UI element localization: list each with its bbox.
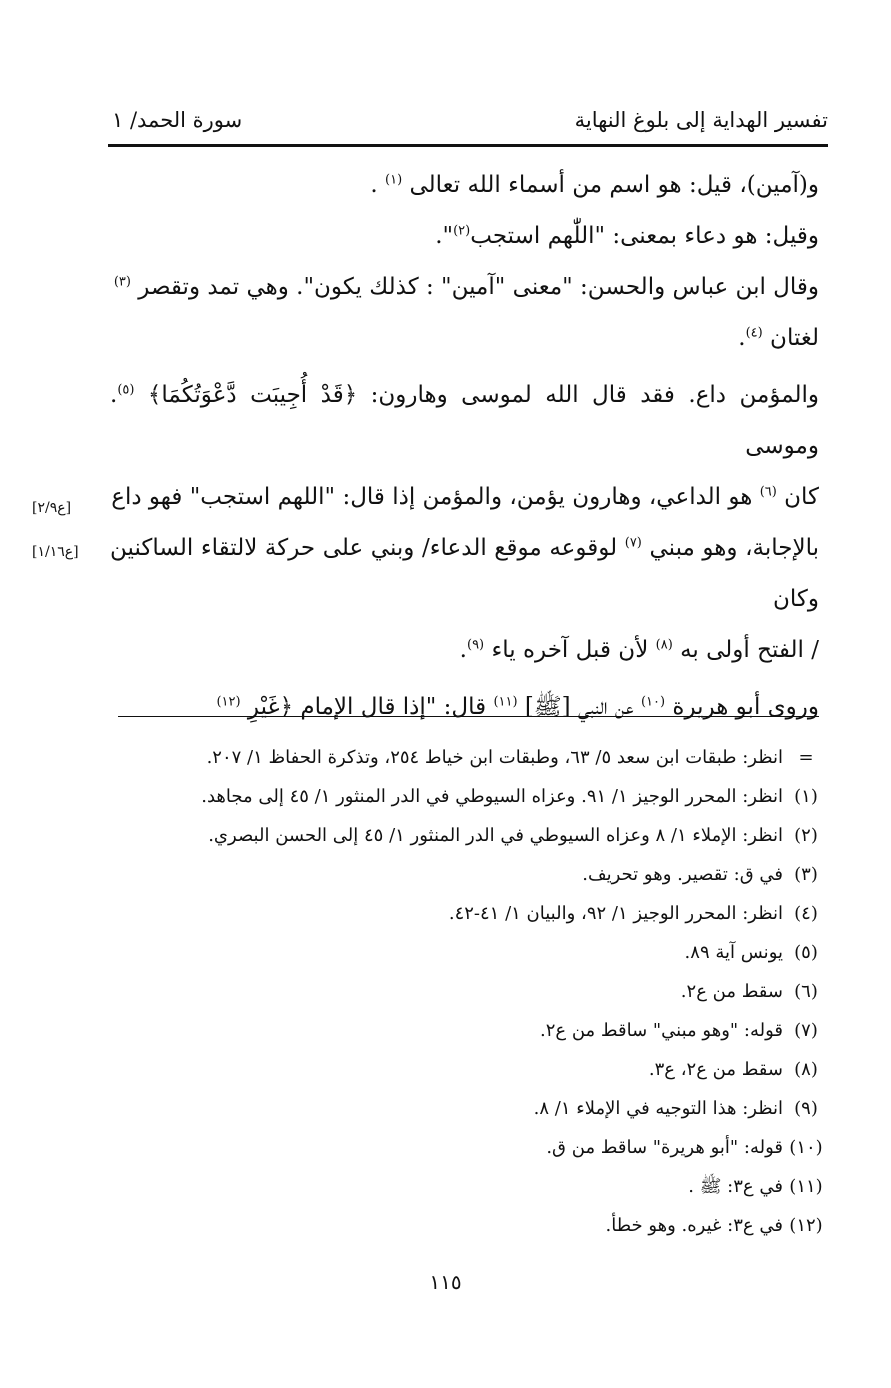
manuscript-marker: [ع١/١٦] bbox=[32, 544, 79, 560]
footnote-number: (١٠) bbox=[789, 1137, 823, 1158]
footnote-ref[interactable]: (٦) bbox=[759, 484, 777, 500]
footnote-item bbox=[129, 738, 829, 777]
footnote-item bbox=[129, 816, 829, 855]
manuscript-marker: [ع٢/٩] bbox=[32, 500, 72, 516]
footnote-number: (٦) bbox=[794, 981, 818, 1002]
footnote-text: قوله: "وهو مبني" ساقط من ع٢. bbox=[539, 1020, 783, 1041]
footnote-ref[interactable]: (٤) bbox=[745, 325, 763, 341]
header-rule bbox=[108, 144, 828, 147]
footnote-number: (١٢) bbox=[789, 1215, 823, 1236]
footnote-ref[interactable]: (٧) bbox=[624, 535, 642, 551]
footnote-item bbox=[129, 894, 829, 933]
footnote-ref[interactable]: (٩) bbox=[466, 637, 485, 653]
footnote-text: قوله: "أبو هريرة" ساقط من ق. bbox=[546, 1137, 783, 1158]
footnote-number: (٣) bbox=[794, 864, 818, 885]
footnote-item bbox=[129, 933, 829, 972]
text-line: وقال ابن عباس والحسن: "معنى "آمين" : كذلك يكون". وهي تمد وتقصر $^{(٣)}$ bbox=[113, 274, 819, 300]
footnote-text: سقط من ع٢. bbox=[680, 981, 783, 1002]
footnotes-list bbox=[129, 738, 829, 1245]
footnote-number: (٨) bbox=[794, 1059, 818, 1080]
footnote-text: في ع٣: ﷺ . bbox=[688, 1176, 783, 1197]
footnote-ref[interactable]: (١) bbox=[385, 172, 403, 188]
footnote-number: (١) bbox=[794, 786, 818, 807]
footnote-text: انظر: الإملاء ١/ ٨ وعزاه السيوطي في الدر المنثور ١/ ٤٥ إلى الحسن البصري. bbox=[208, 825, 783, 846]
surah-label: سورة الحمد/ ١ bbox=[112, 108, 243, 132]
footnote-text: انظر: المحرر الوجيز ١/ ٩٢، والبيان ١/ ٤١-٤٢. bbox=[448, 903, 783, 924]
footnote-item bbox=[129, 1011, 829, 1050]
footnote-number: (٢) bbox=[794, 825, 818, 846]
footnote-item bbox=[129, 1128, 829, 1167]
text-line: لغتان $^{(٤)}$. bbox=[738, 325, 819, 351]
footnote-ref[interactable]: (٥) bbox=[117, 382, 135, 398]
footnote-item bbox=[129, 1167, 829, 1206]
footnote-text: يونس آية ٨٩. bbox=[684, 942, 783, 963]
footnote-ref[interactable]: (٨) bbox=[655, 637, 673, 653]
footnote-item bbox=[129, 1050, 829, 1089]
text-line: و(آمين)، قيل: هو اسم من أسماء الله تعالى $^{(١)}$ . bbox=[370, 172, 819, 198]
footnote-ref[interactable]: (١٠) bbox=[640, 694, 666, 710]
footnote-text: انظر: المحرر الوجيز ١/ ٩١. وعزاه السيوطي في الدر المنثور ١/ ٤٥ إلى مجاهد. bbox=[201, 786, 783, 807]
footnote-item bbox=[129, 1206, 829, 1245]
text-line: وروى أبو هريرة $^{(١٠)}$ عن النبي [ﷺ] $^{(١١)}$ قال: "إذا قال الإمام ﴿غَيْرِ $^{(١٢)}$ bbox=[216, 694, 819, 720]
text-line: كان $^{(٦)}$ هو الداعي، وهارون يؤمن، والمؤمن إذا قال: "اللهم استجب" فهو داع bbox=[111, 484, 819, 510]
footnote-item bbox=[129, 972, 829, 1011]
footnote-text: انظر: هذا التوجيه في الإملاء ١/ ٨. bbox=[533, 1098, 783, 1119]
page-number: ١١٥ bbox=[429, 1270, 462, 1294]
footnote-number: = bbox=[798, 747, 814, 768]
footnote-ref[interactable]: (٣) bbox=[113, 274, 131, 290]
footnote-ref[interactable]: (١٢) bbox=[216, 694, 241, 710]
text-line: وقيل: هو دعاء بمعنى: "اللّٰهم استجب$^{(٢)}$". bbox=[435, 223, 819, 249]
text-line: / الفتح أولى به $^{(٨)}$ لأن قبل آخره ياء $^{(٩)}$. bbox=[459, 637, 819, 663]
book-title: تفسير الهداية إلى بلوغ النهاية bbox=[574, 108, 828, 132]
footnote-number: (٤) bbox=[794, 903, 818, 924]
footnote-item bbox=[129, 855, 829, 894]
footnote-number: (٩) bbox=[794, 1098, 818, 1119]
footnote-item bbox=[129, 1089, 829, 1128]
footnote-text: في ع٣: غيره. وهو خطأ. bbox=[605, 1215, 783, 1236]
main-text bbox=[110, 160, 819, 733]
footnote-text: في ق: تقصير. وهو تحريف. bbox=[582, 864, 783, 885]
footnote-number: (٥) bbox=[794, 942, 818, 963]
footnote-number: (١١) bbox=[789, 1176, 823, 1197]
footnote-divider bbox=[118, 716, 819, 717]
footnote-item bbox=[129, 777, 829, 816]
text-line: والمؤمن داع. فقد قال الله لموسى وهارون: ﴿قَدْ أُجِيبَت دَّعْوَتُكُمَا﴾ $^{(٥)}$. وموسى bbox=[110, 382, 820, 459]
footnote-text: سقط من ع٢، ع٣. bbox=[648, 1059, 783, 1080]
footnote-ref[interactable]: (١١) bbox=[493, 694, 518, 710]
footnote-text: انظر: طبقات ابن سعد ٥/ ٦٣، وطبقات ابن خياط ٢٥٤، وتذكرة الحفاظ ١/ ٢٠٧. bbox=[206, 747, 783, 768]
footnote-number: (٧) bbox=[794, 1020, 818, 1041]
text-line: بالإجابة، وهو مبني $^{(٧)}$ لوقوعه موقع الدعاء/ وبني على حركة لالتقاء الساكنين وكان bbox=[110, 535, 819, 612]
footnote-ref[interactable]: (٢) bbox=[453, 223, 471, 239]
